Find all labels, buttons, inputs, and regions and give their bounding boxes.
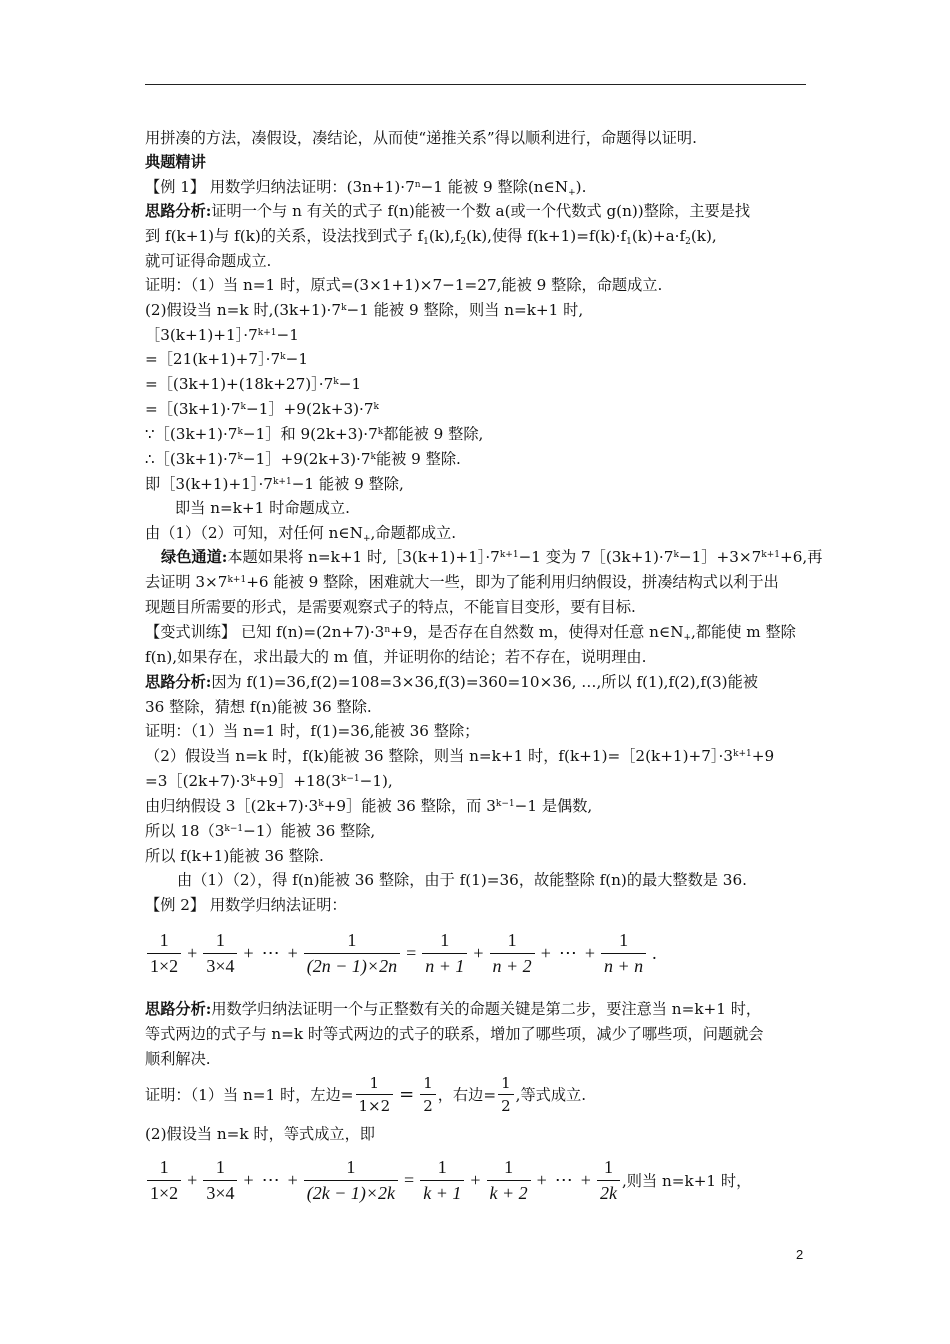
analysis-3-line2: 等式两边的式子与 n=k 时等式两边的式子的联系，增加了哪些项，减少了哪些项，问题就会	[145, 1025, 764, 1043]
proof-conclusion: 由（1）（2）可知，对任何 $n\in N_+$,命题都成立.	[145, 524, 457, 544]
equation-hypothesis: $\frac{1}{1\times 2}$ + $\frac{1}{3\times 4}$ + ⋯ + $\frac{1}{(2k - 1)\times 2k}$ = $\frac{1}{k + 1}$ + $\frac{1}{k + 2}$ + ⋯ + $\frac{1}{2k}$ ,则当 n=k+1 时，	[145, 1157, 751, 1204]
proof-line: 证明：（1）当 n=1 时，f(1)=36,能被 36 整除；	[145, 722, 480, 740]
analysis-3: 思路分析:用数学归纳法证明一个与正整数有关的命题关键是第二步，要注意当 n=k+1 时，	[145, 1000, 762, 1018]
proof-line: (2)假设当 n=k 时，等式成立，即	[145, 1125, 375, 1143]
proof-line: $=[(3k+1)+(18k+27)]\cdot 7^k-1$	[145, 375, 362, 393]
analysis-2: 思路分析:因为 f(1)=36,f(2)=108=3×36,f(3)=360=10×36, …,所以 f(1),f(2),f(3)能被	[145, 673, 758, 691]
page-number: 2	[796, 1247, 804, 1262]
proof-line: 所以 $18(3^{k-1}-1)$能被 36 整除,	[145, 822, 376, 840]
proof-line: 即$[3(k+1)+1]\cdot 7^{k+1}-1$ 能被 9 整除,	[145, 475, 404, 493]
analysis-3-line3: 顺利解决.	[145, 1050, 211, 1068]
proof-line: （2）假设当 n=k 时，f(k)能被 36 整除，则当 n=k+1 时，$f(k+1)=[2(k+1)+7]\cdot 3^{k+1}+9$	[145, 747, 775, 765]
proof-line: 证明：（1）当 n=1 时，原式=(3×1+1)×7−1=27,能被 9 整除，命题成立.	[145, 276, 663, 294]
proof-line: 所以 f(k+1)能被 36 整除.	[145, 847, 324, 865]
header-rule	[145, 84, 806, 85]
analysis-1-line3: 就可证得命题成立.	[145, 252, 272, 270]
text-line: 用拼凑的方法，凑假设，凑结论，从而使“递推关系”得以顺利进行，命题得以证明.	[145, 129, 697, 147]
proof-line: 即当 n=k+1 时命题成立.	[175, 499, 350, 517]
analysis-1: 思路分析:证明一个与 n 有关的式子 f(n)能被一个数 a(或一个代数式 g(n))整除，主要是找	[145, 202, 751, 220]
variant-training: 【变式训练】 已知 $f(n)=(2n+7)\cdot 3^n+9$，是否存在自然数 m，使得对任意 $n\in N_+$,都能使 m 整除	[145, 623, 796, 643]
proof-line: 由归纳假设 $3[(2k+7)\cdot 3^k+9]$能被 36 整除，而 $3^{k-1}-1$ 是偶数,	[145, 797, 593, 815]
proof-base-case: 证明：（1）当 n=1 时，左边= $\frac{1}{1\times 2}$ = $\frac{1}{2}$ ，右边= $\frac{1}{2}$ ,等式成立.	[145, 1074, 587, 1115]
proof-line: $=[(3k+1)\cdot 7^k-1]+9(2k+3)\cdot 7^k$	[145, 400, 380, 418]
proof-line: $\therefore[(3k+1)\cdot 7^k-1]+9(2k+3)\cdot 7^k$能被 9 整除.	[145, 450, 461, 468]
green-channel-line2: 去证明 $3\times 7^{k+1}+6$ 能被 9 整除，困难就大一些，即为了能利用归纳假设，拼凑结构式以利于出	[145, 573, 779, 591]
proof-line: $=3[(2k+7)\cdot 3^k+9]+18(3^{k-1}-1)$,	[145, 772, 393, 790]
analysis-2-line2: 36 整除，猜想 f(n)能被 36 整除.	[145, 698, 372, 716]
variant-training-line2: f(n),如果存在，求出最大的 m 值，并证明你的结论；若不存在，说明理由.	[145, 648, 647, 666]
proof-line: (2)假设当 n=k 时$,(3k+1)\cdot 7^k-1$ 能被 9 整除，则当 n=k+1 时,	[145, 301, 584, 319]
proof-line: $\because[(3k+1)\cdot 7^k-1]$和 $9(2k+3)\cdot 7^k$都能被 9 整除,	[145, 425, 484, 443]
proof-line: $[3(k+1)+1]\cdot 7^{k+1}-1$	[145, 326, 299, 344]
proof-line: $=[21(k+1)+7]\cdot 7^k-1$	[145, 350, 309, 368]
example-2: 【例 2】 用数学归纳法证明：	[145, 896, 347, 914]
example-1: 【例 1】 用数学归纳法证明：$(3n+1)\cdot 7^n-1$ 能被 9 整除$(n\in N_+)$.	[145, 178, 587, 198]
green-channel: 绿色通道:本题如果将 n=k+1 时$,[3(k+1)+1]\cdot 7^{k+1}-1$ 变为 $7[(3k+1)\cdot 7^k-1]+3\times 7^{k+1}+6$,再	[161, 548, 823, 566]
analysis-1-line2: 到 f(k+1)与 f(k)的关系，设法找到式子 $f_1(k),f_2(k)$,使得 $f(k+1)=f(k)\cdot f_1(k)+a\cdot f_2(k)$,	[145, 227, 717, 247]
equation-example-2: $\frac{1}{1\times 2}$ + $\frac{1}{3\times 4}$ + ⋯ + $\frac{1}{(2n - 1)\times 2n}$ = $\frac{1}{n + 1}$ + $\frac{1}{n + 2}$ + ⋯ + $\frac{1}{n + n}$ .	[145, 930, 661, 977]
section-heading: 典题精讲	[145, 153, 206, 171]
proof-conclusion: 由（1）（2），得 f(n)能被 36 整除，由于 f(1)=36，故能整除 f(n)的最大整数是 36.	[177, 871, 747, 889]
green-channel-line3: 现题目所需要的形式，是需要观察式子的特点，不能盲目变形，要有目标.	[145, 598, 636, 616]
